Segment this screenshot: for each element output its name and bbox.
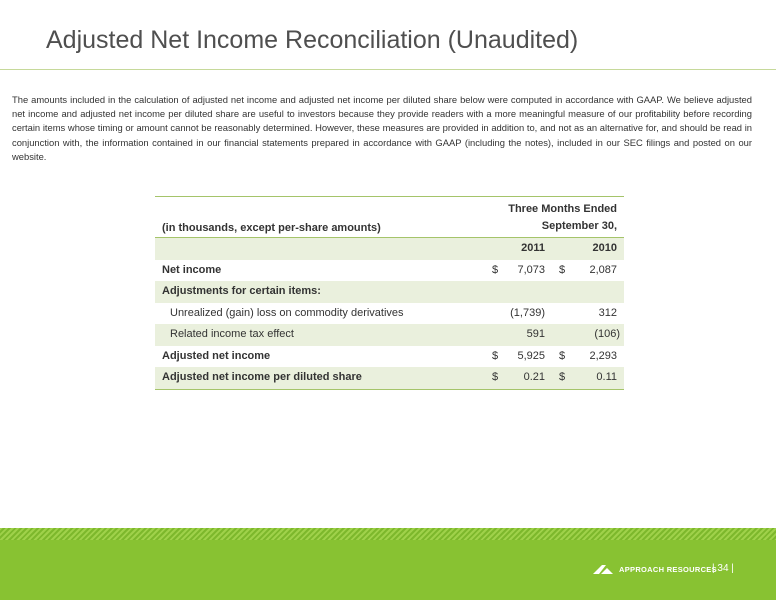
year-header-row — [155, 238, 624, 260]
value-2011: (1,739) — [510, 306, 545, 319]
period-line-2: September 30, — [541, 220, 617, 232]
approach-logo-icon — [593, 565, 613, 574]
row-label: Related income tax effect — [170, 328, 294, 340]
table-row — [155, 260, 624, 282]
logo-text: APPROACH RESOURCES — [619, 565, 717, 574]
intro-paragraph: The amounts included in the calculation of adjusted net income and adjusted net income per diluted share below were computed in accordance with GAAP. We believe adjusted net income and adjusted net income per diluted share are useful to investors because they provide readers with a more meaningful measure of our profitability before recording certain items whose timing or amount cannot be reasonably determined. However, these measures are provided in addition to, and not as an alternative for, and should be read in conjunction with, the information contained in our financial statements prepared in accordance with GAAP (including the notes), included in our SEC filings and posted on our website. — [12, 94, 752, 162]
row-label: Adjusted net income — [162, 349, 271, 362]
year-2011: 2011 — [521, 242, 545, 254]
dollar-sign: $ — [492, 349, 499, 362]
page-number: | 34 | — [712, 563, 734, 574]
page-title: Adjusted Net Income Reconciliation (Unaudited) — [46, 26, 579, 54]
value-2011: 5,925 — [517, 349, 545, 362]
table-header — [155, 197, 624, 238]
row-label: Unrealized (gain) loss on commodity derivatives — [170, 306, 404, 319]
row-label: Net income — [162, 263, 222, 276]
value-2010: 312 — [598, 306, 617, 319]
table-row — [155, 367, 624, 390]
value-2010: 0.11 — [596, 371, 617, 383]
value-2011: 591 — [526, 328, 545, 340]
table-row — [155, 281, 624, 303]
company-logo — [593, 565, 717, 574]
table-row — [155, 303, 624, 325]
unit-label: (in thousands, except per-share amounts) — [162, 222, 381, 234]
value-2011: 0.21 — [523, 371, 545, 383]
table-row — [155, 346, 624, 368]
reconciliation-table — [155, 196, 624, 390]
dollar-sign: $ — [559, 349, 566, 362]
value-2010: 2,087 — [589, 263, 617, 276]
dollar-sign: $ — [492, 371, 499, 383]
dollar-sign: $ — [559, 263, 566, 276]
value-2011: 7,073 — [517, 263, 545, 276]
year-2010: 2010 — [592, 242, 617, 254]
table-row — [155, 324, 624, 346]
value-2010: 2,293 — [589, 349, 617, 362]
row-label: Adjusted net income per diluted share — [162, 371, 362, 383]
title-divider — [0, 69, 776, 70]
period-heading — [457, 201, 617, 235]
period-line-1: Three Months Ended — [508, 203, 617, 215]
value-2010: (106) — [594, 328, 620, 340]
dollar-sign: $ — [492, 263, 499, 276]
row-label: Adjustments for certain items: — [162, 285, 321, 297]
footer-stripes — [0, 528, 776, 540]
dollar-sign: $ — [559, 371, 566, 383]
